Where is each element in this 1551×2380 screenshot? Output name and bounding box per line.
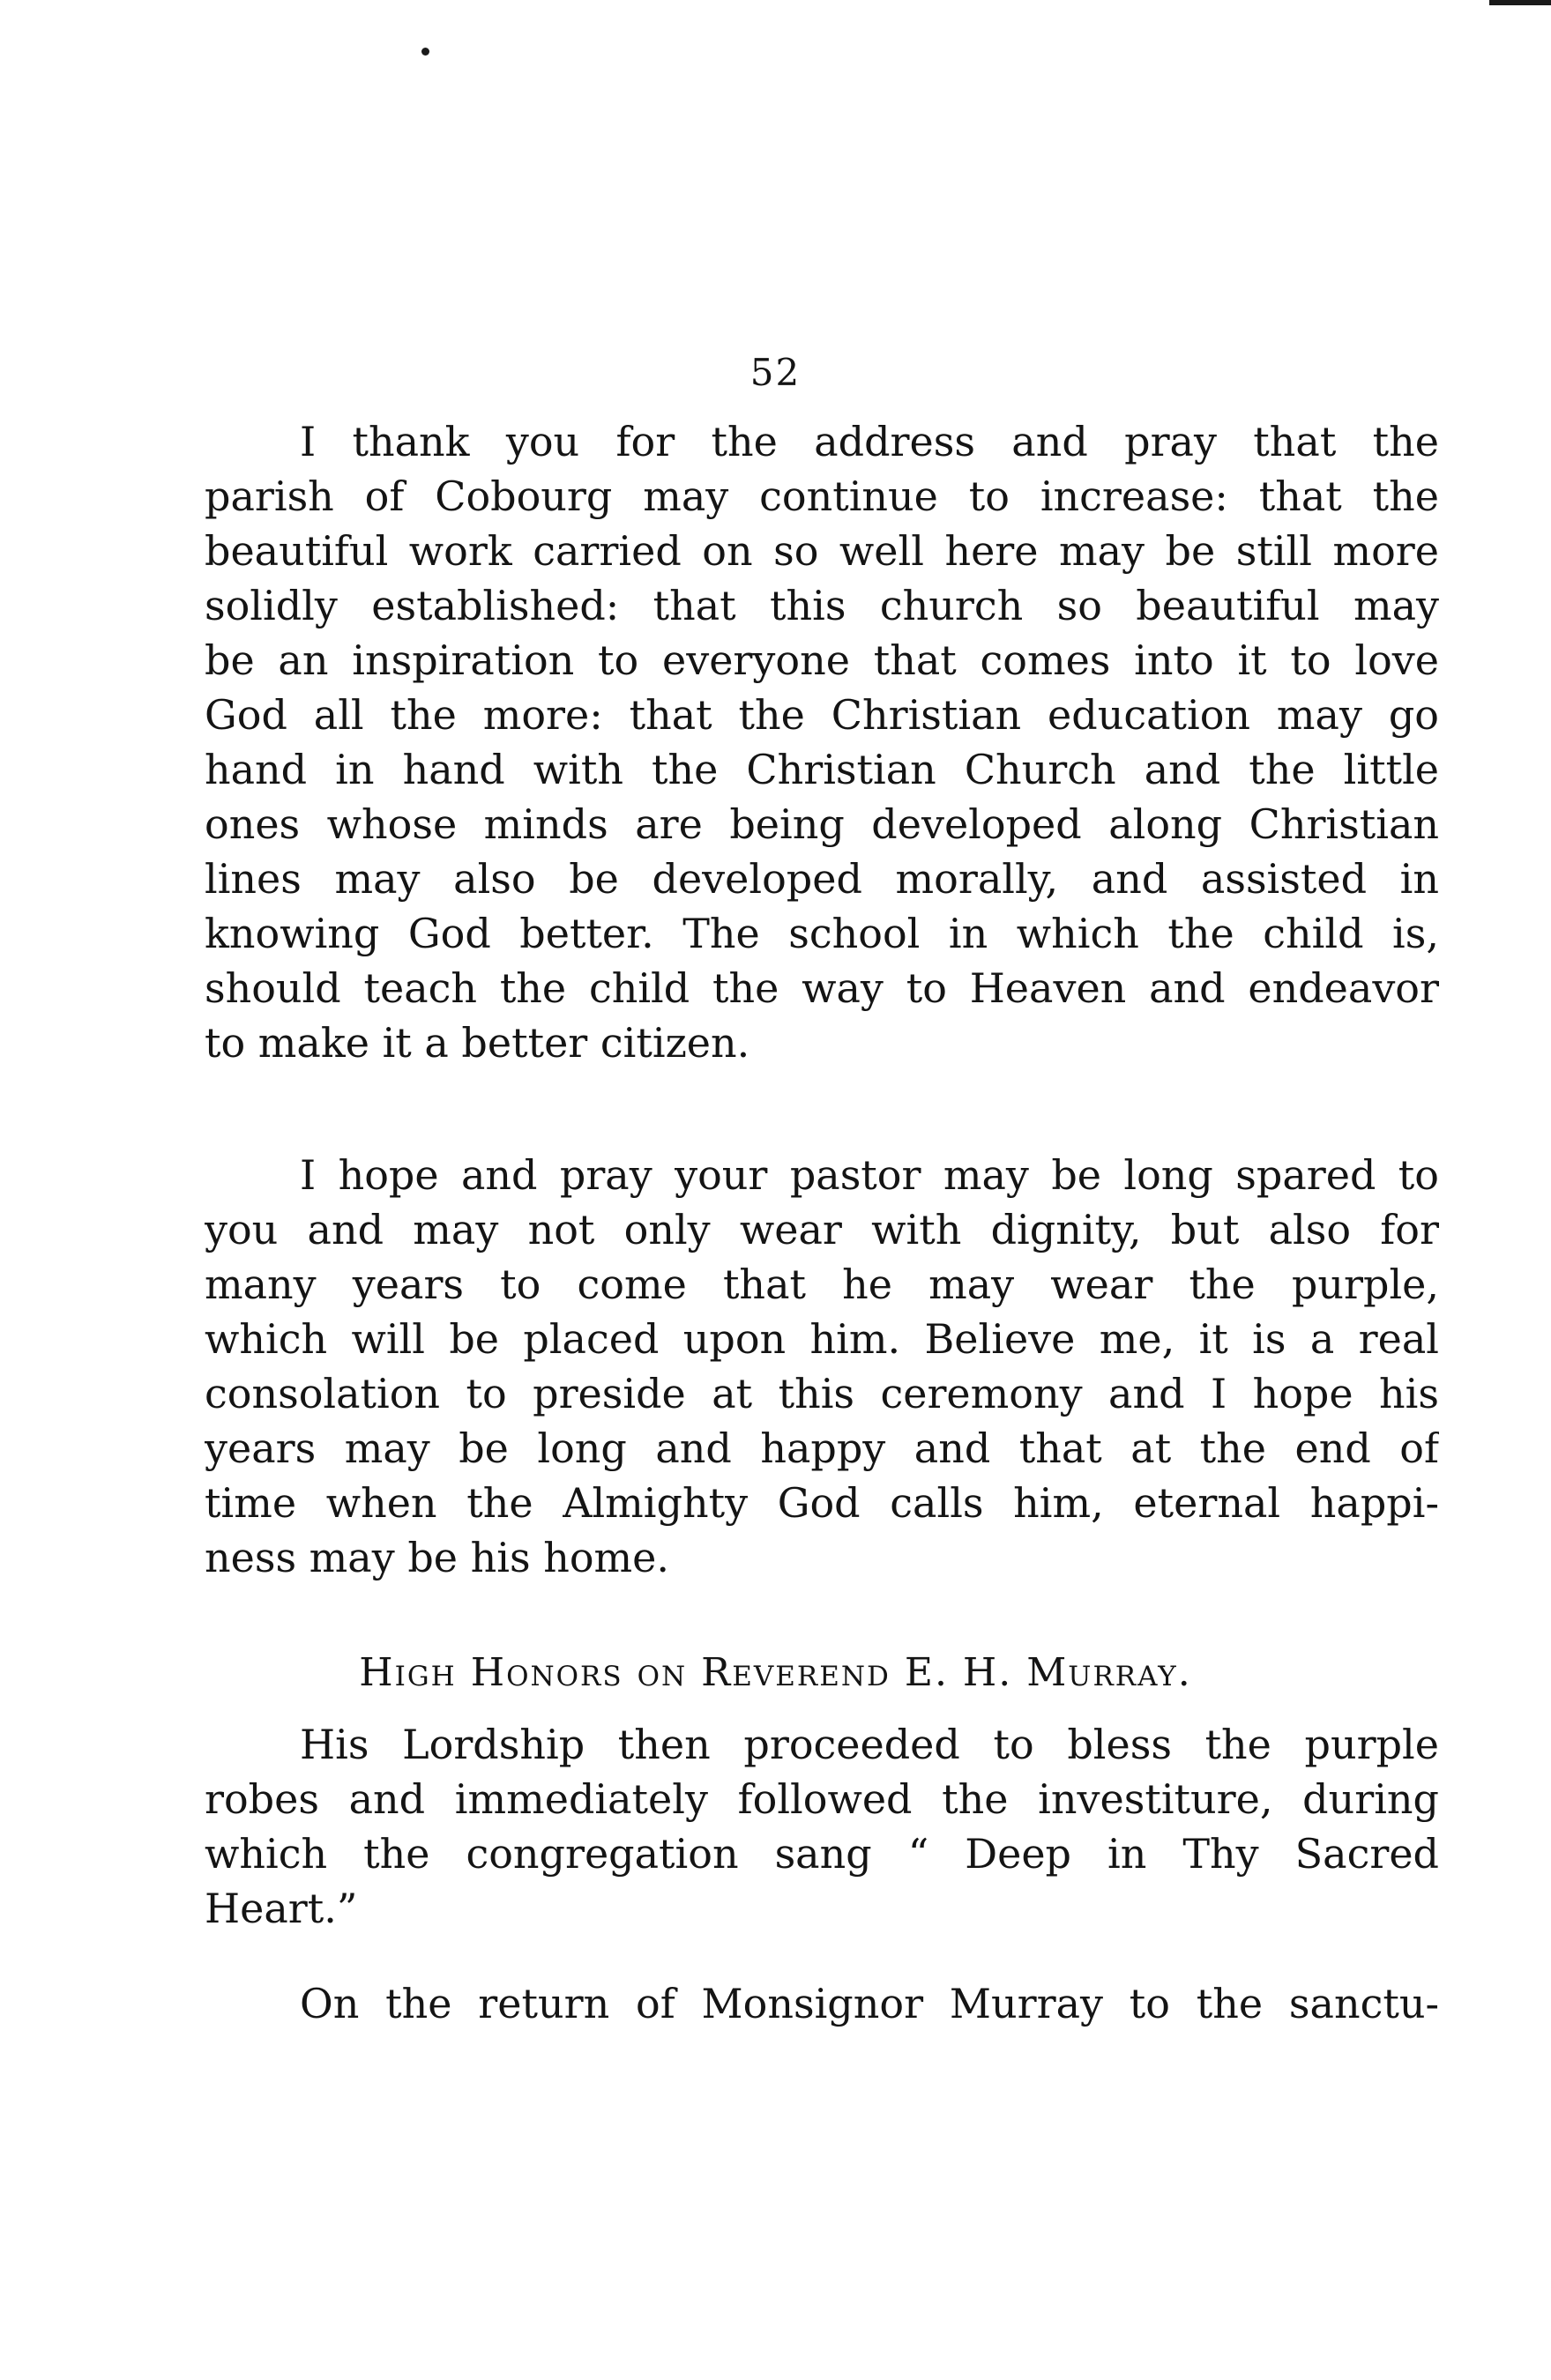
- text-line: robes and immediately followed the investiture, during: [205, 1775, 1439, 1823]
- text-line: On the return of Monsignor Murray to the sanctu-: [300, 1980, 1439, 2027]
- text-line: which the congregation sang “ Deep in Thy Sacred: [205, 1830, 1439, 1878]
- text-line: knowing God better. The school in which the child is,: [205, 910, 1439, 957]
- text-line: I thank you for the address and pray that the: [300, 418, 1439, 465]
- page-number: 52: [749, 351, 802, 394]
- section-heading: High Honors on Reverend E. H. Murray.: [359, 1650, 1192, 1695]
- text-line: solidly established: that this church so beautiful may: [205, 582, 1439, 629]
- text-line: ness may be his home.: [205, 1534, 669, 1581]
- text-line: you and may not only wear with dignity, but also for: [205, 1206, 1439, 1253]
- text-line: Heart.”: [205, 1885, 358, 1932]
- paragraph-pastor-prayer: [205, 1148, 1439, 1585]
- text-line: years may be long and happy and that at the end of: [205, 1424, 1439, 1472]
- paragraph-return: [205, 1976, 1439, 2031]
- text-line: lines may also be developed morally, and assisted in: [205, 855, 1439, 903]
- text-line: I hope and pray your pastor may be long spared to: [300, 1151, 1439, 1199]
- text-line: God all the more: that the Christian education may go: [205, 691, 1439, 739]
- text-line: to make it a better citizen.: [205, 1019, 750, 1067]
- text-line: hand in hand with the Christian Church and the little: [205, 746, 1439, 793]
- text-line: should teach the child the way to Heaven and endeavor: [205, 964, 1439, 1012]
- text-line: parish of Cobourg may continue to increase: that the: [205, 472, 1439, 520]
- scan-edge-mark: [1489, 0, 1551, 5]
- scan-speck: [421, 48, 429, 56]
- text-line: consolation to preside at this ceremony and I hope his: [205, 1370, 1439, 1417]
- paragraph-investiture: [205, 1717, 1439, 1936]
- text-line: beautiful work carried on so well here may be still more: [205, 527, 1439, 575]
- text-line: many years to come that he may wear the purple,: [205, 1261, 1439, 1308]
- text-line: which will be placed upon him. Believe me, it is a real: [205, 1315, 1439, 1363]
- paragraph-address-reply: [205, 414, 1439, 1070]
- text-line: ones whose minds are being developed along Christian: [205, 800, 1439, 848]
- text-line: be an inspiration to everyone that comes into it to love: [205, 636, 1439, 684]
- text-line: His Lordship then proceeded to bless the purple: [300, 1721, 1439, 1768]
- text-line: time when the Almighty God calls him, eternal happi-: [205, 1479, 1439, 1527]
